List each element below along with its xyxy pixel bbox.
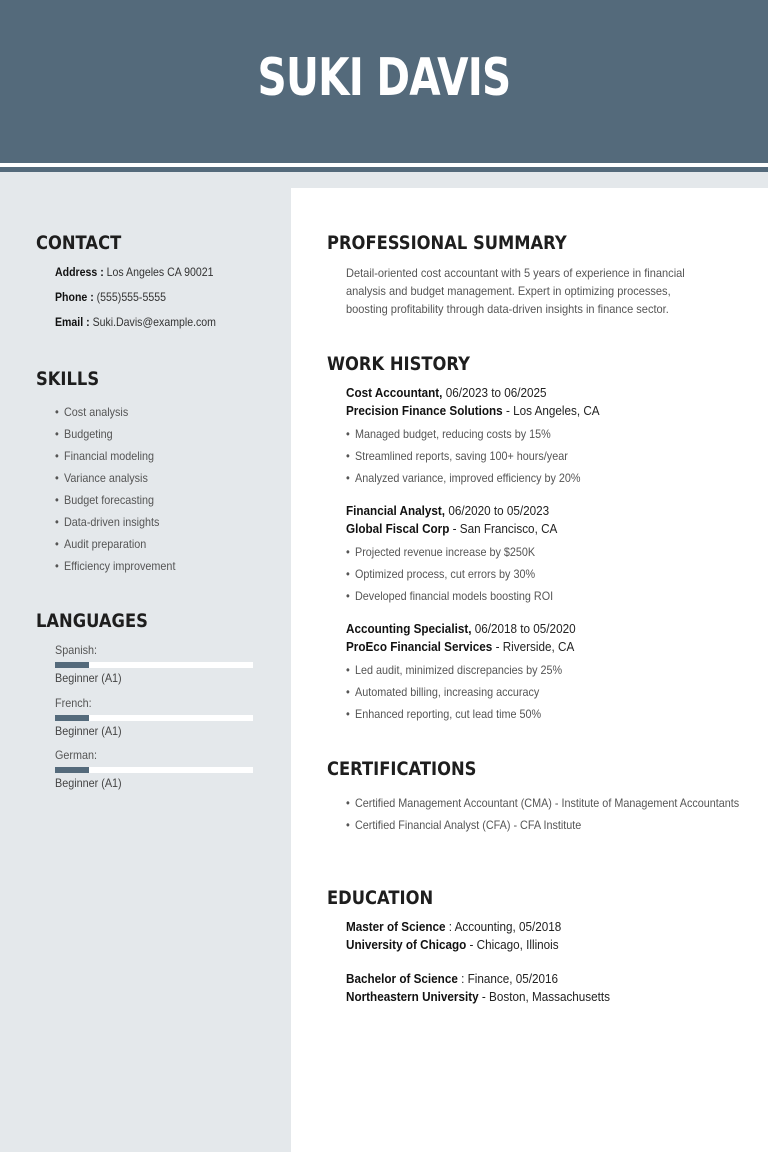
language-name: French: (55, 696, 92, 710)
job-dates: 06/2023 to 06/2025 (445, 385, 547, 400)
job-bullet: • Enhanced reporting, cut lead time 50% (346, 705, 562, 727)
address-label: Address : (55, 265, 104, 279)
language-name: German: (55, 748, 98, 762)
skills-list (55, 403, 189, 579)
job-title-line (346, 503, 549, 518)
language-level: Beginner (A1) (55, 724, 122, 738)
email-label: Email : (55, 315, 90, 329)
job-bullets (346, 543, 576, 609)
school-name: Northeastern University (346, 989, 479, 1004)
skill-item: • Data-driven insights (55, 513, 175, 535)
job-bullet: • Automated billing, increasing accuracy (346, 683, 562, 705)
degree-line (346, 919, 561, 934)
job-title-line (346, 621, 576, 636)
job-company-line (346, 403, 600, 418)
certification-item: • Certified Financial Analyst (CFA) - CFA Institute (346, 817, 688, 834)
skill-item: • Cost analysis (55, 403, 175, 425)
skill-item: • Budgeting (55, 425, 175, 447)
job-location: - Los Angeles, CA (505, 403, 600, 418)
job-bullets (346, 661, 586, 727)
degree-name: Bachelor of Science (346, 971, 458, 986)
phone-label: Phone : (55, 290, 94, 304)
job-location: - San Francisco, CA (452, 521, 558, 536)
languages-title: LANGUAGES (36, 610, 148, 632)
job-bullet: • Optimized process, cut errors by 30% (346, 565, 553, 587)
language-proficiency-fill (55, 715, 89, 721)
language-proficiency-fill (55, 767, 89, 773)
language-level: Beginner (A1) (55, 776, 122, 790)
work-history-title: WORK HISTORY (327, 353, 470, 375)
summary-text: Detail-oriented cost accountant with 5 years of experience in financial analysis and budget management. Expert in optimizing processes, boosting profitability through data-driven insights in finance sector. (346, 266, 685, 316)
job-bullets (346, 425, 607, 491)
resume-header (0, 0, 768, 163)
job-dates: 06/2018 to 05/2020 (474, 621, 576, 636)
degree-detail: : Accounting, 05/2018 (448, 919, 562, 934)
job-role: Accounting Specialist, (346, 621, 472, 636)
job-company: Precision Finance Solutions (346, 403, 503, 418)
language-proficiency-bar (55, 662, 253, 668)
job-company-line (346, 639, 574, 654)
job-title-line (346, 385, 547, 400)
skill-item: • Financial modeling (55, 447, 175, 469)
school-location: - Boston, Massachusetts (481, 989, 611, 1004)
phone-value: (555)555-5555 (96, 290, 166, 304)
address-value: Los Angeles CA 90021 (106, 265, 214, 279)
school-line (346, 989, 610, 1004)
certifications-list (346, 795, 740, 839)
job-company: ProEco Financial Services (346, 639, 493, 654)
summary-title: PROFESSIONAL SUMMARY (327, 232, 567, 254)
job-role: Financial Analyst, (346, 503, 446, 518)
contact-phone (55, 290, 166, 304)
skills-title: SKILLS (36, 368, 100, 390)
education-title: EDUCATION (327, 887, 434, 909)
language-level: Beginner (A1) (55, 671, 122, 685)
skill-item: • Efficiency improvement (55, 557, 175, 579)
job-company-line (346, 521, 557, 536)
language-proficiency-bar (55, 767, 253, 773)
job-bullet: • Analyzed variance, improved efficiency by 20% (346, 469, 581, 491)
job-bullet: • Managed budget, reducing costs by 15% (346, 425, 581, 447)
job-location: - Riverside, CA (495, 639, 575, 654)
job-bullet: • Streamlined reports, saving 100+ hours/year (346, 447, 581, 469)
job-company: Global Fiscal Corp (346, 521, 450, 536)
contact-address (55, 265, 214, 279)
degree-line (346, 971, 558, 986)
degree-name: Master of Science (346, 919, 446, 934)
certifications-title: CERTIFICATIONS (327, 758, 477, 780)
skill-item: • Variance analysis (55, 469, 175, 491)
skill-item: • Audit preparation (55, 535, 175, 557)
certification-item: • Certified Management Accountant (CMA) - Institute of Management Accountants (346, 795, 688, 812)
school-location: - Chicago, Illinois (469, 937, 559, 952)
contact-email (55, 315, 216, 329)
job-bullet: • Led audit, minimized discrepancies by 25% (346, 661, 562, 683)
contact-title: CONTACT (36, 232, 122, 254)
candidate-name: SUKI DAVIS (257, 48, 511, 108)
language-proficiency-fill (55, 662, 89, 668)
job-bullet: • Developed financial models boosting ROI (346, 587, 553, 609)
language-proficiency-bar (55, 715, 253, 721)
degree-detail: : Finance, 05/2016 (461, 971, 559, 986)
job-bullet: • Projected revenue increase by $250K (346, 543, 553, 565)
email-value: Suki.Davis@example.com (92, 315, 216, 329)
language-name: Spanish: (55, 643, 98, 657)
school-line (346, 937, 559, 952)
job-dates: 06/2020 to 05/2023 (448, 503, 550, 518)
school-name: University of Chicago (346, 937, 467, 952)
skill-item: • Budget forecasting (55, 491, 175, 513)
job-role: Cost Accountant, (346, 385, 443, 400)
